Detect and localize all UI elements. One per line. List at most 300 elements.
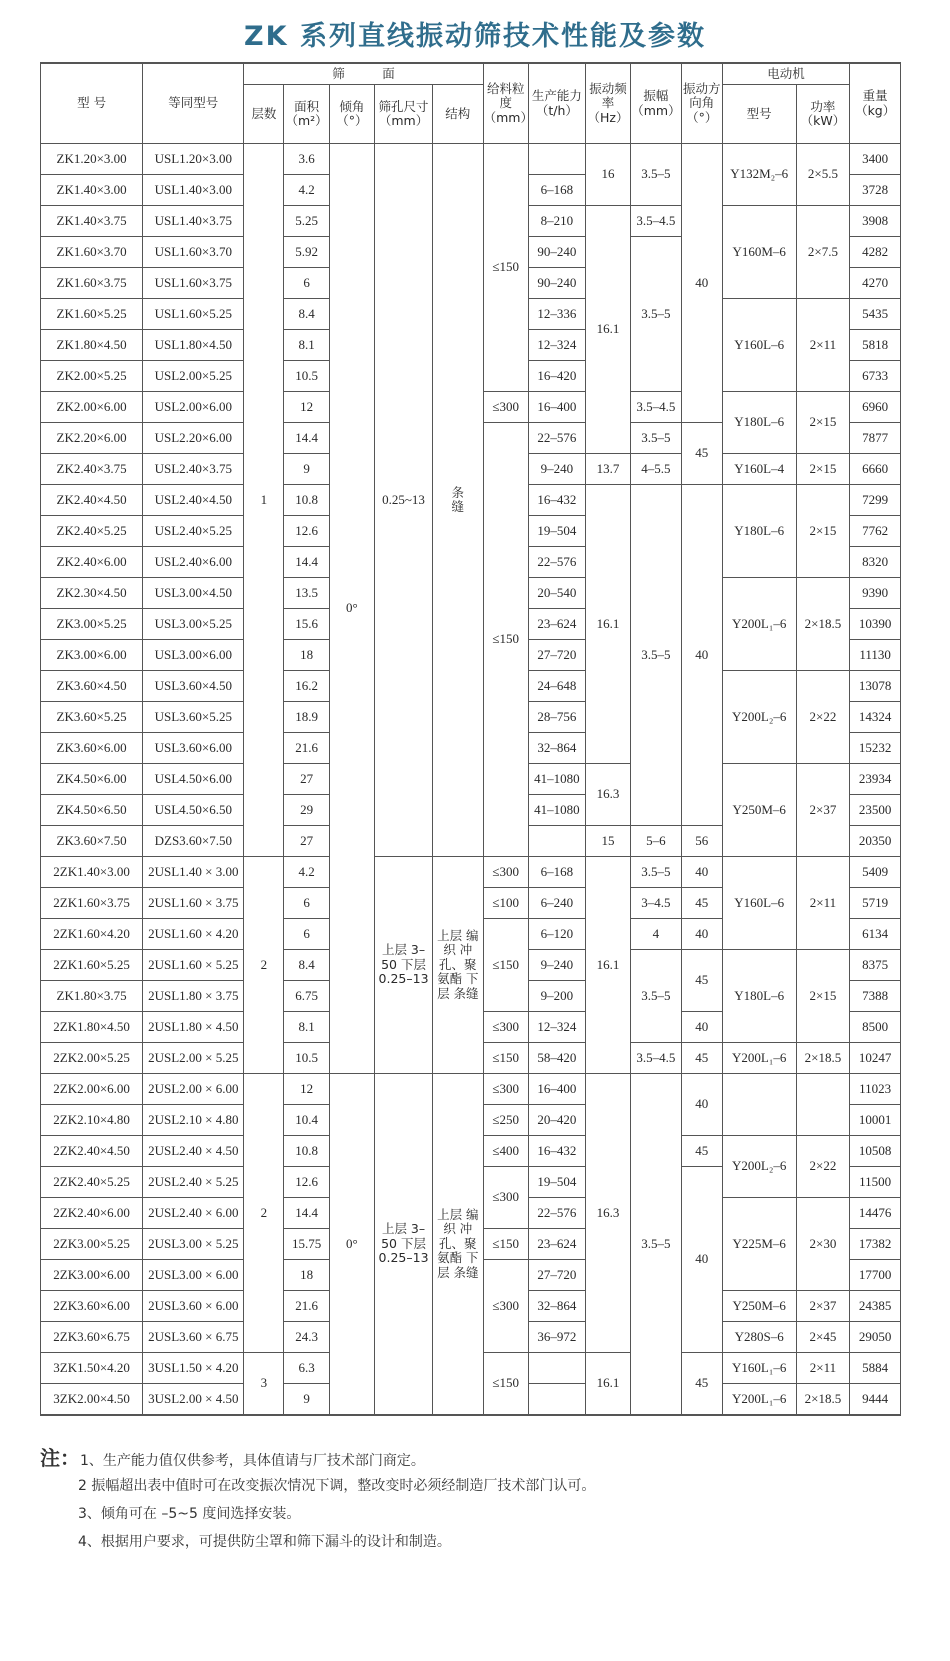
amplitude-cell: 3.5–5 (631, 237, 682, 392)
weight-cell: 15232 (850, 733, 901, 764)
motor-model-cell: Y180L–6 (722, 392, 796, 454)
amplitude-cell: 3.5–5 (631, 144, 682, 206)
weight-cell: 20350 (850, 826, 901, 857)
motor-power-cell: 2×18.5 (796, 1384, 850, 1416)
capacity-cell: 12–336 (528, 299, 585, 330)
equiv-model-cell: 2USL3.60 × 6.75 (143, 1322, 244, 1353)
model-cell: ZK3.00×5.25 (41, 609, 143, 640)
capacity-cell: 23–624 (528, 609, 585, 640)
area-cell: 6 (284, 888, 329, 919)
weight-cell: 10508 (850, 1136, 901, 1167)
model-cell: 2ZK2.40×5.25 (41, 1167, 143, 1198)
frequency-cell: 16 (585, 144, 630, 206)
motor-model-cell: Y160L–6 (722, 299, 796, 392)
equiv-model-cell: 2USL3.00 × 5.25 (143, 1229, 244, 1260)
frequency-cell: 16.1 (585, 1353, 630, 1416)
amplitude-cell: 3.5–5 (631, 423, 682, 454)
capacity-cell: 16–432 (528, 1136, 585, 1167)
motor-model-cell: Y200L₂–6 (722, 671, 796, 764)
incline-cell: 0° (329, 144, 374, 1074)
aperture-cell: 上层 3–50 下层 0.25–13 (375, 857, 433, 1074)
capacity-cell: 36–972 (528, 1322, 585, 1353)
feed-size-cell: ≤150 (483, 423, 528, 857)
direction-angle-cell: 45 (681, 423, 722, 485)
model-cell: ZK2.00×5.25 (41, 361, 143, 392)
amplitude-cell: 3.5–5 (631, 1074, 682, 1416)
weight-cell: 29050 (850, 1322, 901, 1353)
motor-power-cell: 2×30 (796, 1198, 850, 1291)
header-aperture: 筛孔尺寸（mm） (375, 85, 433, 144)
aperture-cell: 0.25~13 (375, 144, 433, 857)
capacity-cell: 27–720 (528, 640, 585, 671)
motor-power-cell: 2×45 (796, 1322, 850, 1353)
motor-power-cell: 2×15 (796, 950, 850, 1043)
model-cell: 2ZK2.40×4.50 (41, 1136, 143, 1167)
model-cell: 2ZK2.00×5.25 (41, 1043, 143, 1074)
amplitude-cell: 3.5–5 (631, 857, 682, 888)
weight-cell: 6733 (850, 361, 901, 392)
direction-angle-cell: 40 (681, 1167, 722, 1353)
area-cell: 6 (284, 919, 329, 950)
area-cell: 6 (284, 268, 329, 299)
weight-cell: 23934 (850, 764, 901, 795)
incline-cell: 0° (329, 1074, 374, 1416)
direction-angle-cell: 45 (681, 1353, 722, 1416)
weight-cell: 8320 (850, 547, 901, 578)
capacity-cell: 8–210 (528, 206, 585, 237)
weight-cell: 9444 (850, 1384, 901, 1416)
motor-model-cell: Y200L₁–6 (722, 578, 796, 671)
equiv-model-cell: USL2.20×6.00 (143, 423, 244, 454)
area-cell: 10.4 (284, 1105, 329, 1136)
equiv-model-cell: 2USL3.60 × 6.00 (143, 1291, 244, 1322)
structure-cell: 上层 编织 冲孔、聚氨酯 下层 条缝 (433, 1074, 484, 1416)
frequency-cell: 16.1 (585, 857, 630, 1074)
feed-size-cell: ≤150 (483, 144, 528, 392)
motor-model-cell: Y200L₁–6 (722, 1384, 796, 1416)
model-cell: ZK1.40×3.75 (41, 206, 143, 237)
equiv-model-cell: USL4.50×6.50 (143, 795, 244, 826)
weight-cell: 9390 (850, 578, 901, 609)
area-cell: 4.2 (284, 857, 329, 888)
area-cell: 12 (284, 392, 329, 423)
header-amplitude: 振幅（mm） (631, 63, 682, 144)
weight-cell: 4282 (850, 237, 901, 268)
direction-angle-cell: 45 (681, 888, 722, 919)
equiv-model-cell: 2USL1.80 × 4.50 (143, 1012, 244, 1043)
frequency-cell: 16.3 (585, 764, 630, 826)
capacity-cell: 16–420 (528, 361, 585, 392)
direction-angle-cell: 45 (681, 1136, 722, 1167)
model-cell: ZK1.20×3.00 (41, 144, 143, 175)
model-cell: ZK3.60×4.50 (41, 671, 143, 702)
area-cell: 10.5 (284, 361, 329, 392)
model-cell: ZK1.60×5.25 (41, 299, 143, 330)
weight-cell: 14324 (850, 702, 901, 733)
header-structure: 结构 (433, 85, 484, 144)
capacity-cell (528, 826, 585, 857)
header-area: 面积（m²） (284, 85, 329, 144)
area-cell: 13.5 (284, 578, 329, 609)
direction-angle-cell: 40 (681, 485, 722, 826)
frequency-cell: 15 (585, 826, 630, 857)
table-row (41, 1074, 901, 1105)
capacity-cell: 6–168 (528, 175, 585, 206)
equiv-model-cell: USL3.00×4.50 (143, 578, 244, 609)
weight-cell: 10001 (850, 1105, 901, 1136)
header-direction-angle: 振动方向角（°） (681, 63, 722, 144)
capacity-cell: 32–864 (528, 1291, 585, 1322)
capacity-cell: 41–1080 (528, 795, 585, 826)
feed-size-cell: ≤150 (483, 919, 528, 1012)
motor-power-cell: 2×11 (796, 1353, 850, 1384)
weight-cell: 5719 (850, 888, 901, 919)
model-cell: ZK2.40×5.25 (41, 516, 143, 547)
model-cell: 2ZK3.00×6.00 (41, 1260, 143, 1291)
feed-size-cell: ≤250 (483, 1105, 528, 1136)
model-cell: ZK2.40×3.75 (41, 454, 143, 485)
motor-power-cell: 2×37 (796, 1291, 850, 1322)
capacity-cell (528, 1353, 585, 1384)
motor-model-cell: Y280S–6 (722, 1322, 796, 1353)
capacity-cell: 19–504 (528, 516, 585, 547)
weight-cell: 7877 (850, 423, 901, 454)
capacity-cell: 20–420 (528, 1105, 585, 1136)
motor-power-cell: 2×15 (796, 392, 850, 454)
amplitude-cell: 3.5–4.5 (631, 206, 682, 237)
area-cell: 12 (284, 1074, 329, 1105)
model-cell: 2ZK3.60×6.00 (41, 1291, 143, 1322)
aperture-cell: 上层 3–50 下层 0.25–13 (375, 1074, 433, 1416)
capacity-cell: 90–240 (528, 268, 585, 299)
note-item: 1、生产能力值仅供参考，具体值请与厂技术部门商定。 (80, 1453, 425, 1469)
header-motor-power: 功率（kW） (796, 85, 850, 144)
area-cell: 4.2 (284, 175, 329, 206)
weight-cell: 7299 (850, 485, 901, 516)
model-cell: 2ZK1.60×3.75 (41, 888, 143, 919)
amplitude-cell: 3.5–4.5 (631, 392, 682, 423)
weight-cell: 23500 (850, 795, 901, 826)
header-frequency: 振动频率（Hz） (585, 63, 630, 144)
model-cell: ZK1.60×3.75 (41, 268, 143, 299)
amplitude-cell: 3.5–5 (631, 950, 682, 1043)
feed-size-cell: ≤150 (483, 1353, 528, 1416)
direction-angle-cell: 56 (681, 826, 722, 857)
equiv-model-cell: 2USL1.60 × 3.75 (143, 888, 244, 919)
area-cell: 8.4 (284, 299, 329, 330)
weight-cell: 11130 (850, 640, 901, 671)
weight-cell: 8375 (850, 950, 901, 981)
capacity-cell: 16–432 (528, 485, 585, 516)
model-cell: 2ZK3.60×6.75 (41, 1322, 143, 1353)
capacity-cell: 12–324 (528, 330, 585, 361)
model-cell: ZK2.40×4.50 (41, 485, 143, 516)
motor-power-cell: 2×22 (796, 671, 850, 764)
area-cell: 10.5 (284, 1043, 329, 1074)
capacity-cell (528, 1384, 585, 1416)
capacity-cell: 32–864 (528, 733, 585, 764)
equiv-model-cell: 2USL1.80 × 3.75 (143, 981, 244, 1012)
equiv-model-cell: USL2.00×5.25 (143, 361, 244, 392)
model-cell: ZK1.80×4.50 (41, 330, 143, 361)
equiv-model-cell: USL2.40×5.25 (143, 516, 244, 547)
note-item: 2 振幅超出表中值时可在改变振次情况下调，整改变时必须经制造厂技术部门认可。 (78, 1478, 596, 1494)
note-item: 3、倾角可在 –5~5 度间选择安装。 (78, 1506, 301, 1522)
frequency-cell: 16.1 (585, 485, 630, 764)
direction-angle-cell: 40 (681, 1012, 722, 1043)
model-cell: ZK3.60×6.00 (41, 733, 143, 764)
motor-model-cell: Y160L–6 (722, 857, 796, 950)
notes (40, 1444, 920, 1556)
equiv-model-cell: 2USL2.10 × 4.80 (143, 1105, 244, 1136)
area-cell: 5.92 (284, 237, 329, 268)
model-cell: 3ZK1.50×4.20 (41, 1353, 143, 1384)
model-cell: ZK1.60×3.70 (41, 237, 143, 268)
equiv-model-cell: 2USL1.40 × 3.00 (143, 857, 244, 888)
motor-power-cell: 2×11 (796, 299, 850, 392)
direction-angle-cell: 45 (681, 950, 722, 1012)
weight-cell: 4270 (850, 268, 901, 299)
area-cell: 16.2 (284, 671, 329, 702)
model-cell: 2ZK1.80×4.50 (41, 1012, 143, 1043)
direction-angle-cell: 40 (681, 919, 722, 950)
area-cell: 8.1 (284, 330, 329, 361)
amplitude-cell: 3.5–4.5 (631, 1043, 682, 1074)
notes-lead: 注： (40, 1446, 80, 1470)
weight-cell: 17700 (850, 1260, 901, 1291)
table-row (41, 144, 901, 175)
equiv-model-cell: USL1.20×3.00 (143, 144, 244, 175)
equiv-model-cell: USL4.50×6.00 (143, 764, 244, 795)
amplitude-cell: 3.5–5 (631, 485, 682, 826)
area-cell: 14.4 (284, 423, 329, 454)
equiv-model-cell: USL2.00×6.00 (143, 392, 244, 423)
area-cell: 6.3 (284, 1353, 329, 1384)
structure-cell: 条 缝 (433, 144, 484, 857)
capacity-cell: 6–168 (528, 857, 585, 888)
motor-power-cell: 2×7.5 (796, 206, 850, 299)
layers-cell: 1 (244, 144, 284, 857)
feed-size-cell: ≤300 (483, 1012, 528, 1043)
capacity-cell: 9–200 (528, 981, 585, 1012)
weight-cell: 6660 (850, 454, 901, 485)
equiv-model-cell: 2USL2.40 × 4.50 (143, 1136, 244, 1167)
capacity-cell: 9–240 (528, 454, 585, 485)
direction-angle-cell: 40 (681, 1074, 722, 1136)
area-cell: 8.1 (284, 1012, 329, 1043)
equiv-model-cell: 2USL2.40 × 5.25 (143, 1167, 244, 1198)
model-cell: ZK2.40×6.00 (41, 547, 143, 578)
layers-cell: 2 (244, 1074, 284, 1353)
motor-model-cell: Y200L₂–6 (722, 1136, 796, 1198)
equiv-model-cell: 2USL1.60 × 5.25 (143, 950, 244, 981)
equiv-model-cell: USL1.60×3.70 (143, 237, 244, 268)
capacity-cell: 22–576 (528, 1198, 585, 1229)
area-cell: 21.6 (284, 733, 329, 764)
motor-model-cell: Y225M–6 (722, 1198, 796, 1291)
capacity-cell: 12–324 (528, 1012, 585, 1043)
model-cell: ZK1.40×3.00 (41, 175, 143, 206)
equiv-model-cell: DZS3.60×7.50 (143, 826, 244, 857)
motor-power-cell (796, 1074, 850, 1136)
weight-cell: 7762 (850, 516, 901, 547)
feed-size-cell: ≤150 (483, 1229, 528, 1260)
motor-model-cell: Y160L₁–6 (722, 1353, 796, 1384)
frequency-cell: 16.1 (585, 206, 630, 454)
equiv-model-cell: USL2.40×3.75 (143, 454, 244, 485)
feed-size-cell: ≤300 (483, 1167, 528, 1229)
motor-model-cell: Y250M–6 (722, 764, 796, 857)
motor-model-cell: Y180L–6 (722, 950, 796, 1043)
area-cell: 15.6 (284, 609, 329, 640)
equiv-model-cell: USL1.60×5.25 (143, 299, 244, 330)
direction-angle-cell: 45 (681, 1043, 722, 1074)
amplitude-cell: 4 (631, 919, 682, 950)
area-cell: 5.25 (284, 206, 329, 237)
weight-cell: 5818 (850, 330, 901, 361)
area-cell: 10.8 (284, 485, 329, 516)
area-cell: 14.4 (284, 1198, 329, 1229)
capacity-cell: 58–420 (528, 1043, 585, 1074)
motor-model-cell: Y160L–4 (722, 454, 796, 485)
equiv-model-cell: USL1.80×4.50 (143, 330, 244, 361)
area-cell: 21.6 (284, 1291, 329, 1322)
direction-angle-cell: 40 (681, 144, 722, 423)
equiv-model-cell: USL1.60×3.75 (143, 268, 244, 299)
amplitude-cell: 5–6 (631, 826, 682, 857)
header-weight: 重量（kg） (850, 63, 901, 144)
equiv-model-cell: 3USL1.50 × 4.20 (143, 1353, 244, 1384)
motor-power-cell: 2×11 (796, 857, 850, 950)
feed-size-cell: ≤400 (483, 1136, 528, 1167)
capacity-cell: 20–540 (528, 578, 585, 609)
amplitude-cell: 4–5.5 (631, 454, 682, 485)
structure-cell: 上层 编织 冲孔、聚氨酯 下层 条缝 (433, 857, 484, 1074)
motor-model-cell (722, 1074, 796, 1136)
capacity-cell: 16–400 (528, 392, 585, 423)
motor-model-cell: Y132M₂–6 (722, 144, 796, 206)
header-incline: 倾角（°） (329, 85, 374, 144)
model-cell: ZK2.30×4.50 (41, 578, 143, 609)
capacity-cell: 24–648 (528, 671, 585, 702)
frequency-cell: 16.3 (585, 1074, 630, 1353)
model-cell: 2ZK3.00×5.25 (41, 1229, 143, 1260)
equiv-model-cell: USL3.00×6.00 (143, 640, 244, 671)
capacity-cell: 19–504 (528, 1167, 585, 1198)
motor-power-cell: 2×18.5 (796, 578, 850, 671)
area-cell: 18 (284, 1260, 329, 1291)
area-cell: 6.75 (284, 981, 329, 1012)
capacity-cell: 90–240 (528, 237, 585, 268)
weight-cell: 24385 (850, 1291, 901, 1322)
weight-cell: 3908 (850, 206, 901, 237)
feed-size-cell: ≤300 (483, 857, 528, 888)
equiv-model-cell: 2USL2.40 × 6.00 (143, 1198, 244, 1229)
area-cell: 12.6 (284, 516, 329, 547)
capacity-cell: 6–120 (528, 919, 585, 950)
capacity-cell: 41–1080 (528, 764, 585, 795)
weight-cell: 5884 (850, 1353, 901, 1384)
area-cell: 24.3 (284, 1322, 329, 1353)
feed-size-cell: ≤100 (483, 888, 528, 919)
header-motor-model: 型号 (722, 85, 796, 144)
weight-cell: 8500 (850, 1012, 901, 1043)
weight-cell: 11500 (850, 1167, 901, 1198)
direction-angle-cell: 40 (681, 857, 722, 888)
motor-power-cell: 2×15 (796, 485, 850, 578)
equiv-model-cell: 2USL2.00 × 6.00 (143, 1074, 244, 1105)
model-cell: ZK4.50×6.50 (41, 795, 143, 826)
model-cell: 3ZK2.00×4.50 (41, 1384, 143, 1416)
motor-model-cell: Y180L–6 (722, 485, 796, 578)
header-equiv: 等同型号 (143, 63, 244, 144)
equiv-model-cell: 2USL3.00 × 6.00 (143, 1260, 244, 1291)
model-cell: 2ZK1.60×5.25 (41, 950, 143, 981)
model-cell: 2ZK1.40×3.00 (41, 857, 143, 888)
weight-cell: 10390 (850, 609, 901, 640)
equiv-model-cell: USL1.40×3.00 (143, 175, 244, 206)
capacity-cell: 16–400 (528, 1074, 585, 1105)
table-body (41, 144, 901, 1416)
layers-cell: 2 (244, 857, 284, 1074)
weight-cell: 5409 (850, 857, 901, 888)
feed-size-cell: ≤300 (483, 1074, 528, 1105)
header-screen-surface: 筛 面 (244, 63, 483, 85)
layers-cell: 3 (244, 1353, 284, 1416)
model-cell: 2ZK1.60×4.20 (41, 919, 143, 950)
area-cell: 29 (284, 795, 329, 826)
motor-model-cell: Y200L₁–6 (722, 1043, 796, 1074)
capacity-cell: 6–240 (528, 888, 585, 919)
motor-power-cell: 2×18.5 (796, 1043, 850, 1074)
weight-cell: 3400 (850, 144, 901, 175)
weight-cell: 13078 (850, 671, 901, 702)
weight-cell: 7388 (850, 981, 901, 1012)
equiv-model-cell: USL3.60×4.50 (143, 671, 244, 702)
equiv-model-cell: USL3.60×5.25 (143, 702, 244, 733)
area-cell: 10.8 (284, 1136, 329, 1167)
model-cell: 2ZK2.10×4.80 (41, 1105, 143, 1136)
weight-cell: 14476 (850, 1198, 901, 1229)
motor-power-cell: 2×22 (796, 1136, 850, 1198)
model-cell: 2ZK2.40×6.00 (41, 1198, 143, 1229)
area-cell: 9 (284, 1384, 329, 1416)
header-layers: 层数 (244, 85, 284, 144)
model-cell: ZK3.00×6.00 (41, 640, 143, 671)
equiv-model-cell: 2USL1.60 × 4.20 (143, 919, 244, 950)
area-cell: 27 (284, 764, 329, 795)
motor-power-cell: 2×15 (796, 454, 850, 485)
model-cell: ZK2.00×6.00 (41, 392, 143, 423)
note-item: 4、根据用户要求，可提供防尘罩和筛下漏斗的设计和制造。 (78, 1534, 451, 1550)
model-cell: ZK3.60×7.50 (41, 826, 143, 857)
area-cell: 12.6 (284, 1167, 329, 1198)
capacity-cell: 22–576 (528, 547, 585, 578)
page-title: ZK 系列直线振动筛技术性能及参数 (244, 21, 706, 52)
motor-model-cell: Y250M–6 (722, 1291, 796, 1322)
weight-cell: 5435 (850, 299, 901, 330)
capacity-cell (528, 144, 585, 175)
area-cell: 9 (284, 454, 329, 485)
capacity-cell: 22–576 (528, 423, 585, 454)
area-cell: 18 (284, 640, 329, 671)
header-capacity: 生产能力（t/h） (528, 63, 585, 144)
area-cell: 14.4 (284, 547, 329, 578)
table-row (41, 857, 901, 888)
feed-size-cell: ≤150 (483, 1043, 528, 1074)
weight-cell: 6134 (850, 919, 901, 950)
equiv-model-cell: USL2.40×4.50 (143, 485, 244, 516)
